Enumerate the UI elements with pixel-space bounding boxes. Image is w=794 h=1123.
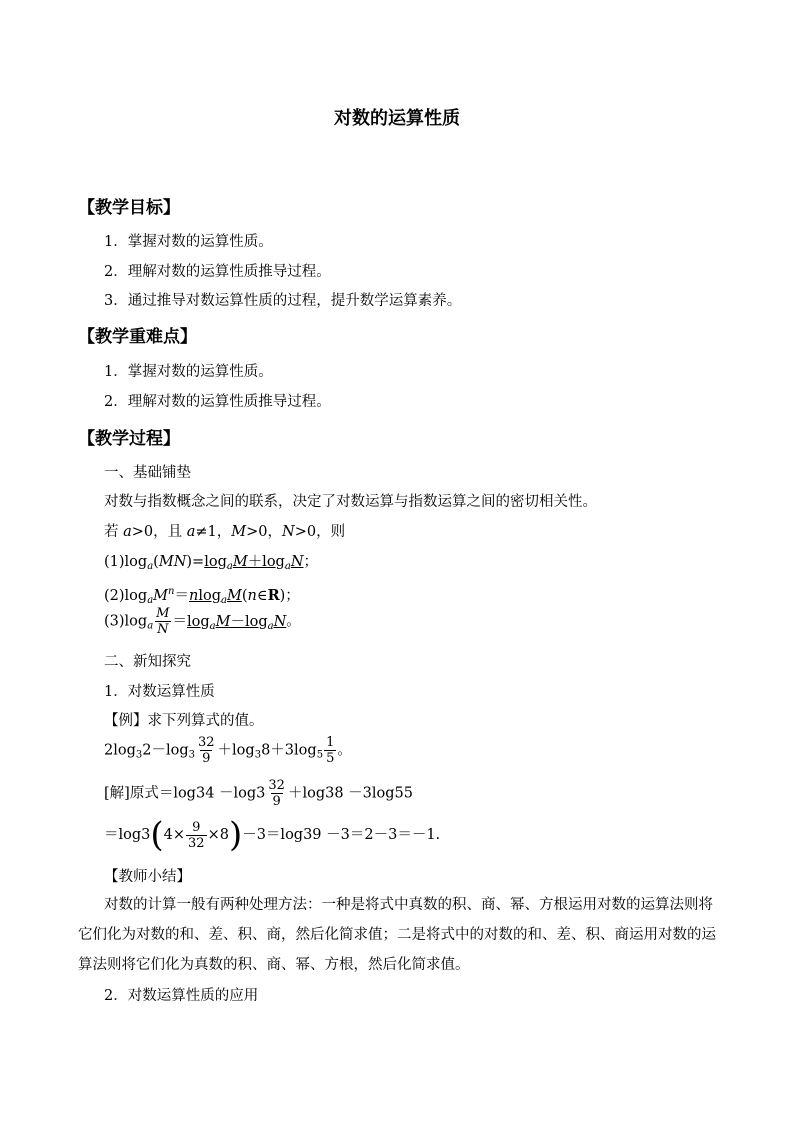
page-title: 对数的运算性质	[334, 108, 460, 129]
solution-line-2: ＝log3(4× $\frac{9}{32}$ ×8)－3＝log39 －3＝2－3＝－1.	[104, 815, 441, 855]
sub2-title: 2．对数运算性质的应用	[104, 988, 259, 1004]
example-expression: $2\log_32-\log_3$ $\frac{32}{9}$ $+\log_38+3\log_5$ $\frac{1}{5}$ 。	[104, 735, 352, 766]
goal-item-3: 3．通过推导对数运算性质的过程，提升数学运算素养。	[104, 293, 462, 309]
log-rule-1: $(1)\log_a(MN)=\log_aM+\log_aN$；	[104, 554, 318, 572]
log-rule-3: $(3)\log_a$ $\frac{M}{N}$ $=\log_aM-\log_aN$。	[104, 606, 301, 637]
solution-line-1: [解]原式＝log34 －log3 $\frac{32}{9}$ ＋log38 －3log55	[104, 778, 413, 809]
summary-paragraph: 对数的计算一般有两种处理方法：一种是将式中真数的积、商、幂、方根运用对数的运算法则将它们化为对数的和、差、积、商，然后化简求值；二是将式中的对数的和、差、积、商运用对数的运算法则将它们化为真数的积、商、幂、方根，然后化简求值。	[78, 897, 716, 973]
condition-line: 若 a>0，且 a≠1，M>0，N>0，则	[104, 524, 346, 540]
goal-item-1: 1．掌握对数的运算性质。	[104, 234, 273, 250]
section-heading-goals: 【教学目标】	[78, 198, 180, 218]
section-heading-process: 【教学过程】	[78, 429, 180, 449]
sub1-title: 1．对数运算性质	[104, 684, 215, 700]
key-point-item-1: 1．掌握对数的运算性质。	[104, 364, 273, 380]
key-point-item-2: 2．理解对数的运算性质推导过程。	[104, 394, 331, 410]
example-label: 【例】求下列算式的值。	[104, 713, 264, 729]
log-rule-2: $(2)\log_aM^n=nlog_aM(n\in R)$；	[104, 586, 300, 606]
goal-item-2: 2．理解对数的运算性质推导过程。	[104, 264, 331, 280]
teacher-summary-label: 【教师小结】	[104, 869, 191, 885]
part2-title: 二、新知探究	[104, 654, 191, 670]
part1-text: 对数与指数概念之间的联系，决定了对数运算与指数运算之间的密切相关性。	[104, 494, 597, 510]
part1-title: 一、基础铺垫	[104, 465, 191, 481]
section-heading-key-points: 【教学重难点】	[78, 327, 197, 347]
